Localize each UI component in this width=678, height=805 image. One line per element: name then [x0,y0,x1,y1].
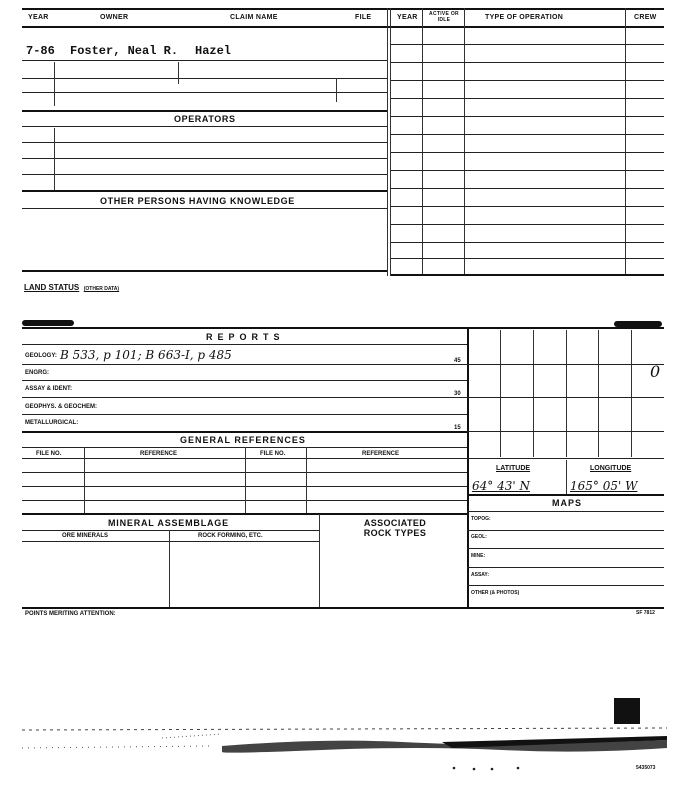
latitude-value: 64° 43' N [472,479,530,493]
maps-row-topog: TOPOG: [471,516,491,522]
reports-top-rule [22,327,664,329]
grid-col-line [533,330,534,457]
ink-blot [22,320,74,326]
operators-row-line [22,174,387,175]
grid-row-line [467,364,664,365]
associated-rock-types-heading: ASSOCIATED ROCK TYPES [363,518,427,538]
header-bottom-rule [22,26,664,28]
header-claim-name: CLAIM NAME [230,14,278,21]
ref-col-header: REFERENCE [140,451,178,457]
maps-row-geol: GEOL: [471,534,487,540]
top-border [22,8,664,10]
header-file: FILE [355,14,372,21]
maps-row-mine: MINE: [471,553,486,559]
maps-row-assay: ASSAY: [471,572,490,578]
geology-label: GEOLOGY: [25,353,57,359]
right-row-line [391,224,664,225]
right-row-line [391,170,664,171]
maps-row-other: OTHER (& PHOTOS) [471,590,520,596]
right-row-line [391,116,664,117]
operators-col-line [54,128,55,190]
ref-col-line [306,447,307,513]
longitude-value: 165° 05' W [570,479,638,493]
divider-left [387,8,388,276]
col-crew [625,8,626,276]
right-row-line [391,134,664,135]
mineral-col-line [169,530,170,608]
land-status-subtitle: (OTHER DATA) [83,286,120,292]
right-row-line [391,258,664,259]
owner-row-line [22,60,387,61]
grid-col-line [598,330,599,457]
reports-row-line [22,364,467,365]
mineral-top-rule [22,513,467,515]
grid-row-line [467,397,664,398]
land-status-title: LAND STATUS [24,283,80,292]
mineral-bottom-rule [22,607,664,609]
mineral-header-rule [22,530,319,531]
grid-bottom-line [467,458,664,459]
owner-year: 7-86 [26,44,55,58]
left-bottom-rule [22,270,387,272]
right-row-line [391,62,664,63]
geology-value: B 533, p 101; B 663-I, p 485 [60,348,232,362]
ref-col-line [245,447,246,513]
ref-col-header: REFERENCE [362,451,400,457]
right-row-line [391,80,664,81]
col-type [464,8,465,276]
right-row-line [391,242,664,243]
latlong-divider [566,460,567,494]
header-owner: OWNER [100,14,129,21]
mineral-assemblage-heading: MINERAL ASSEMBLAGE [108,518,229,528]
other-persons-top-rule [22,190,387,192]
header-active-or-idle: ACTIVE OR IDLE [429,11,459,23]
margin-number: 45 [454,358,461,364]
general-references-heading: GENERAL REFERENCES [180,435,306,445]
header-crew: CREW [634,14,657,21]
reports-row-line [22,397,467,398]
latitude-label: LATITUDE [496,465,531,472]
mineral-divider [319,514,320,608]
maps-header-rule [467,511,664,512]
form-number: SF 7812 [636,610,655,616]
owner-row-line [22,78,387,79]
longitude-label: LONGITUDE [590,465,632,472]
right-row-line [391,98,664,99]
bottom-code: 5435073 [636,765,656,771]
grid-mark: 0 [650,362,661,381]
right-row-line [391,152,664,153]
maps-row-line [467,548,664,549]
operators-row-line [22,126,387,127]
ref-col-line [84,447,85,513]
geophys-label: GEOPHYS. & GEOCHEM: [25,404,98,410]
scan-dots [440,760,590,776]
operators-heading: OPERATORS [174,114,236,124]
points-meriting-label: POINTS MERITING ATTENTION: [25,611,116,617]
other-persons-rule [22,208,387,209]
margin-number: 15 [454,425,461,431]
reports-row-line [22,380,467,381]
right-row-line [391,44,664,45]
header-year: YEAR [28,14,49,21]
claim-name: Hazel [195,44,232,58]
grid-col-line [566,330,567,457]
header-year-2: YEAR [397,14,418,21]
right-row-line [391,206,664,207]
margin-number: 30 [454,391,461,397]
maps-heading: MAPS [552,498,583,508]
owner-name: Foster, Neal R. [70,44,179,58]
mineral-sub-rule [22,541,319,542]
grid-col-line [631,330,632,457]
other-persons-heading: OTHER PERSONS HAVING KNOWLEDGE [100,196,295,206]
ref-col-header: FILE NO. [260,451,286,457]
owner-row-line [22,92,387,93]
right-row-line [391,188,664,189]
maps-row-line [467,585,664,586]
operators-top-rule [22,110,387,112]
assay-label: ASSAY & IDENT: [25,386,73,392]
maps-row-line [467,530,664,531]
reports-header-rule [22,344,467,345]
maps-top-rule [467,494,664,496]
owner-col-line [54,62,55,106]
right-bottom-rule [391,274,664,276]
header-type-of-operation: TYPE OF OPERATION [485,14,564,21]
col-active [422,8,423,276]
reports-row-line [22,414,467,415]
general-ref-top-rule [22,431,467,433]
ref-col-header: FILE NO. [36,451,62,457]
right-panel-border [467,328,469,608]
ore-minerals-header: ORE MINERALS [62,533,109,539]
operators-row-line [22,158,387,159]
owner-col-line [178,62,179,84]
grid-row-line [467,431,664,432]
operators-row-line [22,142,387,143]
maps-row-line [467,567,664,568]
metallurgical-label: METALLURGICAL: [25,420,79,426]
grid-col-line [500,330,501,457]
divider-right [390,8,391,276]
rock-forming-header: ROCK FORMING, ETC. [198,533,263,539]
engrg-label: ENGRG: [25,370,49,376]
reports-heading: REPORTS [206,332,285,342]
owner-col-line [336,78,337,102]
land-status-label [24,277,119,295]
